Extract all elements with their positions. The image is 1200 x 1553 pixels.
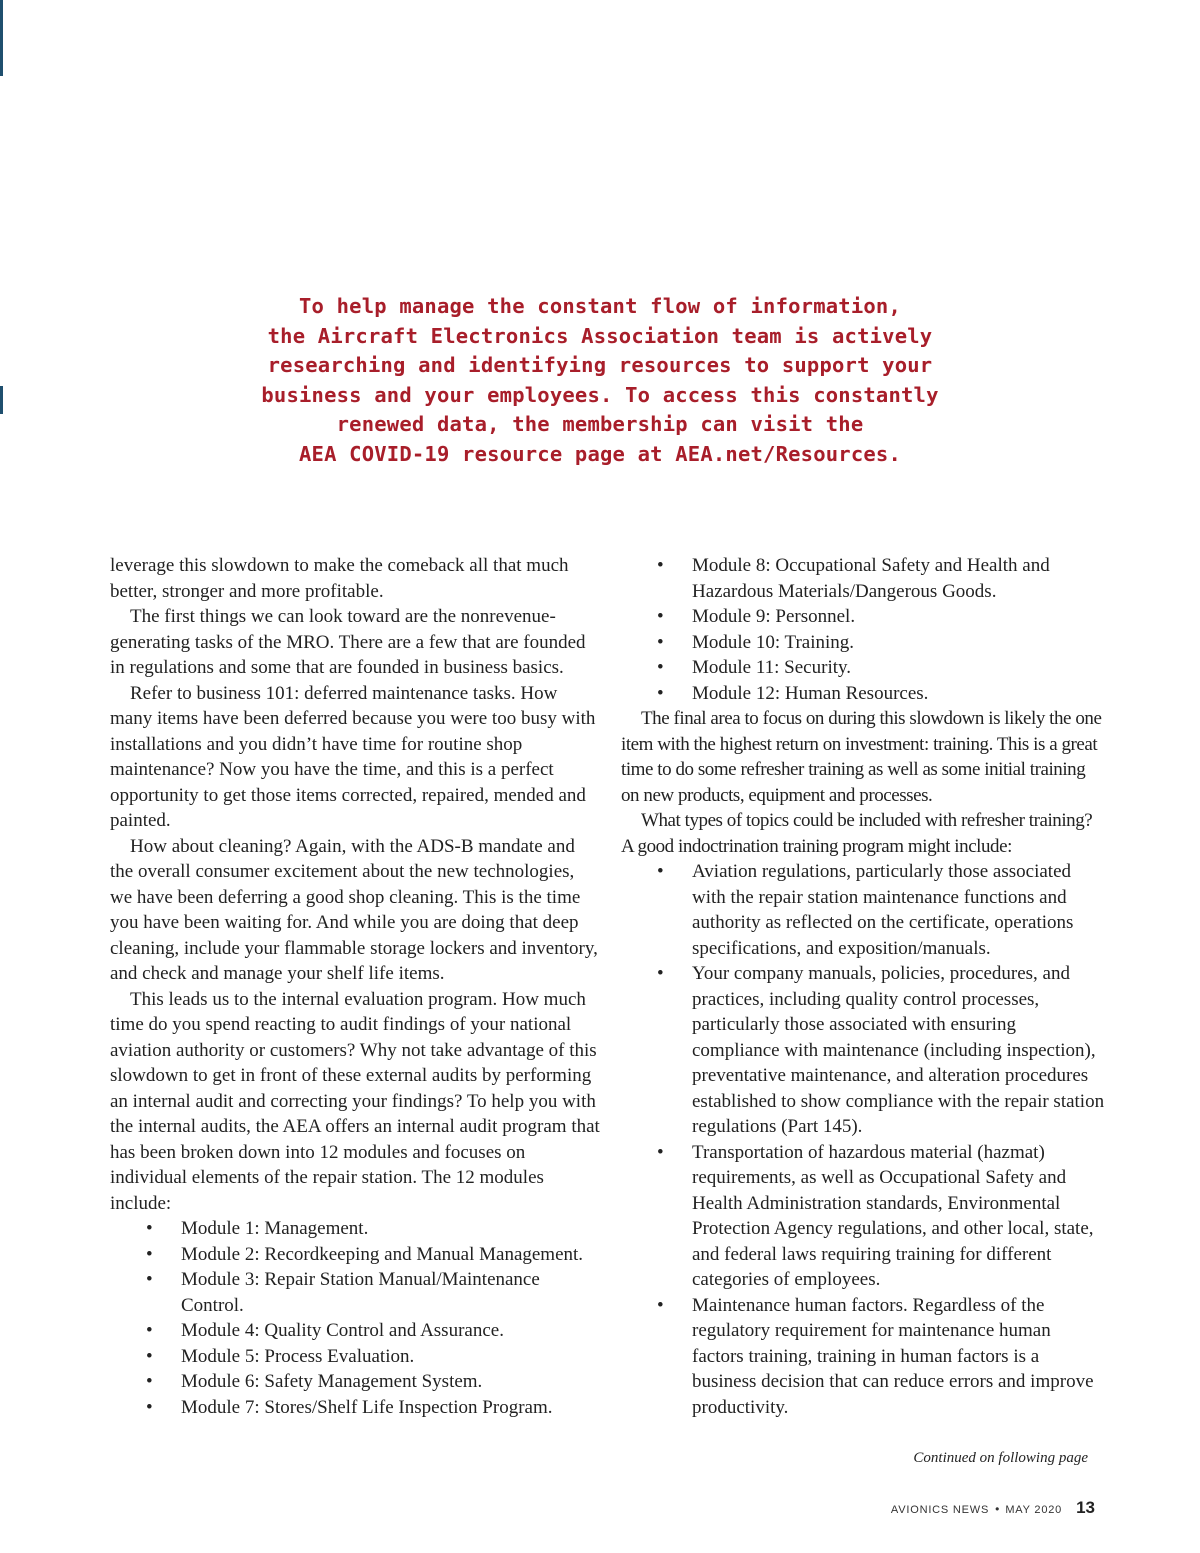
module-list [110, 1216, 600, 1420]
list-item [146, 1318, 600, 1344]
pull-quote-line: the Aircraft Electronics Association team is actively [267, 323, 933, 348]
paragraph: Refer to business 101: deferred maintenance tasks. How many items have been deferred because you were too busy with installations and you didn’t have time for routine shop maintenance? Now you have the time, and this is a perfect opportunity to get those items corrected, repaired, mended and painted. [110, 682, 596, 831]
list-item [146, 1267, 600, 1318]
list-item-text: Your company manuals, policies, procedures, and practices, including quality control processes, particularly those associated with ensuring compliance with maintenance (including inspection), preventative maintenance, and alteration procedures established to show compliance with the repair station regulations (Part 145). [692, 963, 1105, 1137]
bullet-icon: • [146, 1243, 153, 1265]
bullet-icon: • [657, 657, 664, 678]
list-item [657, 859, 1107, 961]
bullet-icon: • [146, 1269, 153, 1290]
bullet-icon: • [657, 682, 664, 704]
continued-note: Continued on following page [913, 1450, 1088, 1466]
list-item [657, 553, 1107, 604]
list-item-text: Module 7: Stores/Shelf Life Inspection Program. [181, 1396, 553, 1418]
page-number: 13 [1076, 1498, 1095, 1517]
page-footer [840, 1498, 1095, 1518]
right-column [621, 553, 1107, 1420]
pull-quote [250, 292, 950, 469]
list-item-text: Transportation of hazardous material (hazmat) requirements, as well as Occupational Safety and Health Administration standards, Environmental Protection Agency regulations, and other local, state, and federal laws requiring training for different categories of employees. [692, 1141, 1094, 1290]
paragraph: How about cleaning? Again, with the ADS-B mandate and the overall consumer excitement about the new technologies, we have been deferring a good shop cleaning. This is the time you have been waiting for. And while you are doing that deep cleaning, include your flammable storage lockers and inventory, and check and manage your shelf life items. [110, 835, 598, 984]
list-item-text: Aviation regulations, particularly those associated with the repair station maintenance functions and authority as reflected on the certificate, operations specifications, and exposition/manuals. [692, 861, 1074, 959]
separator-dot: • [995, 1502, 1000, 1516]
bullet-icon: • [146, 1218, 153, 1239]
list-item-text: Module 6: Safety Management System. [181, 1371, 483, 1392]
list-item-text: Module 10: Training. [692, 631, 855, 653]
magazine-name: AVIONICS NEWS [890, 1504, 990, 1516]
paragraph: leverage this slowdown to make the comeback all that much better, stronger and more profitable. [110, 555, 569, 602]
issue-date: MAY 2020 [1005, 1504, 1063, 1516]
list-item-text: Module 4: Quality Control and Assurance. [181, 1320, 504, 1341]
list-item [657, 961, 1107, 1140]
list-item [146, 1395, 600, 1421]
bullet-icon: • [146, 1320, 153, 1341]
edge-bar-middle [0, 386, 3, 414]
list-item [657, 1293, 1107, 1421]
list-item-text: Module 3: Repair Station Manual/Maintenance Control. [181, 1269, 540, 1316]
bullet-icon: • [657, 555, 664, 576]
bullet-icon: • [657, 1141, 664, 1163]
list-item [657, 630, 1107, 656]
list-item [657, 604, 1107, 630]
list-item-text: Module 9: Personnel. [692, 606, 856, 627]
list-item-text: Module 2: Recordkeeping and Manual Management. [181, 1243, 584, 1265]
list-item [657, 655, 1107, 681]
paragraph: The final area to focus on during this slowdown is likely the one item with the highest return on investment: training. This is a great time to do some refresher training as well as some initial training on new products, equipment and processes. [621, 708, 1102, 806]
list-item-text: Module 12: Human Resources. [692, 682, 929, 704]
list-item-text: Maintenance human factors. Regardless of the regulatory requirement for maintenance human factors training, training in human factors is a business decision that can reduce errors and improve productivity. [692, 1294, 1094, 1418]
paragraph: This leads us to the internal evaluation program. How much time do you spend reacting to audit findings of your national aviation authority or customers? Why not take advantage of this slowdown to get in front of these external audits by performing an internal audit and correcting your findings? To help you with the internal audits, the AEA offers an internal audit program that has been broken down into 12 modules and focuses on individual elements of the repair station. The 12 modules include: [110, 988, 600, 1214]
bullet-icon: • [657, 606, 664, 627]
pull-quote-line: renewed data, the membership can visit the [336, 412, 864, 436]
list-item [146, 1344, 600, 1370]
pull-quote-line: business and your employees. To access this constantly [261, 382, 939, 407]
pull-quote-line: To help manage the constant flow of information, [298, 294, 902, 318]
list-item-text: Module 11: Security. [692, 657, 852, 678]
list-item [657, 681, 1107, 707]
list-item [146, 1242, 600, 1268]
bullet-icon: • [657, 1294, 664, 1316]
list-item-text: Module 8: Occupational Safety and Health and Hazardous Materials/Dangerous Goods. [692, 555, 1050, 602]
bullet-icon: • [146, 1371, 153, 1392]
module-list [621, 553, 1107, 706]
bullet-icon: • [657, 861, 664, 882]
edge-bar-top [0, 0, 3, 76]
pull-quote-line: AEA COVID-19 resource page at AEA.net/Resources. [298, 441, 902, 466]
list-item-text: Module 5: Process Evaluation. [181, 1345, 415, 1367]
paragraph: The first things we can look toward are the nonrevenue-generating tasks of the MRO. There are a few that are founded in regulations and some that are founded in business basics. [110, 606, 586, 678]
left-column [110, 553, 600, 1420]
bullet-icon: • [657, 631, 664, 653]
list-item [657, 1140, 1107, 1293]
paragraph: What types of topics could be included with refresher training? A good indoctrination training program might include: [621, 810, 1093, 857]
bullet-icon: • [146, 1345, 153, 1367]
list-item [146, 1216, 600, 1242]
list-item-text: Module 1: Management. [181, 1218, 369, 1239]
list-item [146, 1369, 600, 1395]
bullet-icon: • [146, 1396, 153, 1418]
bullet-icon: • [657, 963, 664, 984]
topic-list [621, 859, 1107, 1420]
pull-quote-line: researching and identifying resources to support your [267, 353, 933, 377]
